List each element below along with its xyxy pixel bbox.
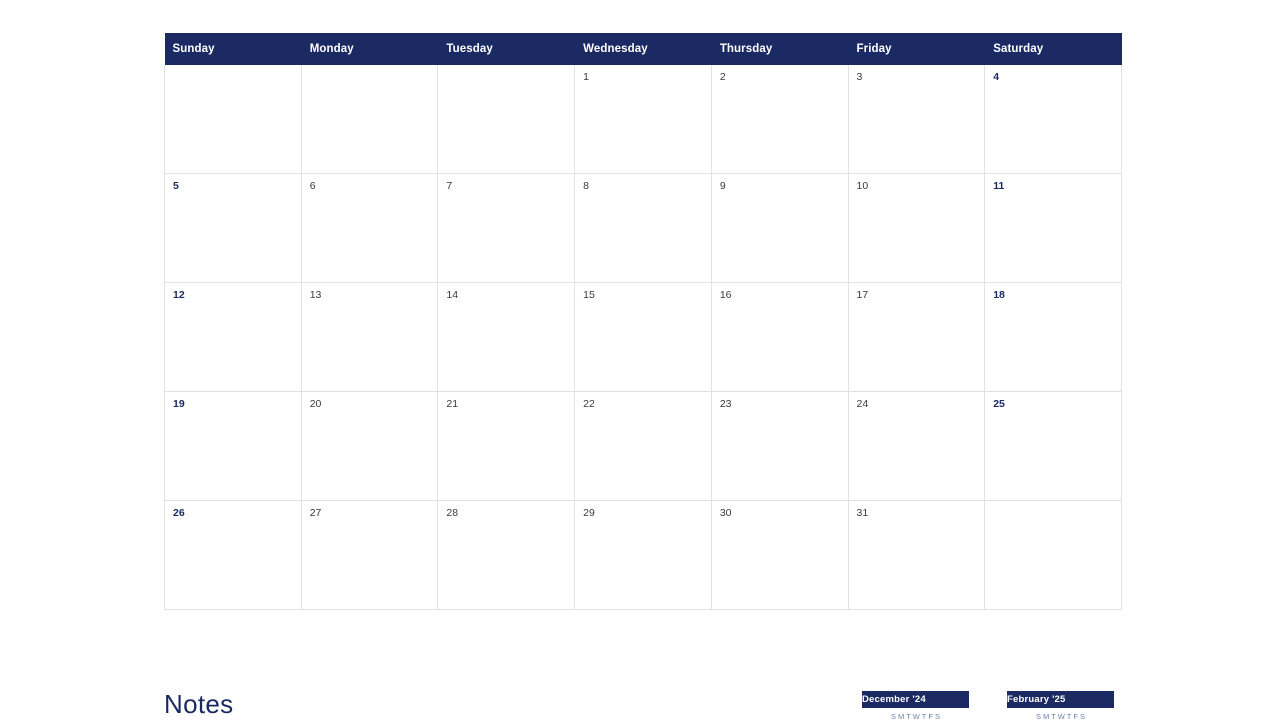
day-number: 4 xyxy=(993,71,1000,83)
calendar-day-cell[interactable] xyxy=(711,392,848,501)
calendar-day-cell[interactable] xyxy=(711,65,848,174)
calendar-day-cell[interactable] xyxy=(165,283,302,392)
calendar-week-row xyxy=(165,392,1122,501)
calendar-day-cell[interactable] xyxy=(848,392,985,501)
next-month-weekday-strip: S M T W T F S xyxy=(1035,712,1086,720)
day-number: 31 xyxy=(856,507,869,519)
day-number: 18 xyxy=(993,289,1005,301)
calendar-day-cell[interactable] xyxy=(711,283,848,392)
previous-month-weekday-strip: S M T W T F S xyxy=(890,712,941,720)
calendar-week-row xyxy=(165,65,1122,174)
day-number: 15 xyxy=(583,289,595,301)
calendar-header-row xyxy=(165,33,1122,65)
calendar-day-cell[interactable] xyxy=(985,65,1122,174)
day-number: 7 xyxy=(446,180,453,192)
calendar-day-cell[interactable] xyxy=(848,174,985,283)
day-number: 11 xyxy=(993,180,1005,192)
calendar-day-cell[interactable] xyxy=(438,174,575,283)
day-number: 9 xyxy=(719,180,726,192)
day-number: 10 xyxy=(856,180,869,192)
day-number: 16 xyxy=(719,289,732,301)
day-number: 6 xyxy=(309,180,316,192)
day-number: 26 xyxy=(173,507,185,519)
day-number: 8 xyxy=(583,180,589,192)
day-number: 17 xyxy=(856,289,869,301)
calendar-day-cell[interactable] xyxy=(301,392,438,501)
calendar-day-cell[interactable] xyxy=(575,283,712,392)
day-number: 13 xyxy=(309,289,322,301)
calendar-day-cell[interactable] xyxy=(711,174,848,283)
calendar-day-cell[interactable] xyxy=(985,283,1122,392)
day-number: 28 xyxy=(446,507,459,519)
calendar-body xyxy=(165,65,1122,610)
calendar-day-cell[interactable] xyxy=(438,283,575,392)
calendar-day-cell[interactable] xyxy=(301,174,438,283)
day-number: 27 xyxy=(309,507,322,519)
calendar-day-cell[interactable] xyxy=(848,283,985,392)
calendar-day-cell[interactable] xyxy=(575,174,712,283)
calendar-day-cell[interactable] xyxy=(301,283,438,392)
day-number: 23 xyxy=(719,398,732,410)
day-number: 3 xyxy=(856,71,863,83)
calendar-day-cell[interactable] xyxy=(985,501,1122,610)
calendar-day-cell[interactable] xyxy=(575,392,712,501)
weekday-header-sunday: Sunday xyxy=(165,33,302,65)
day-number: 20 xyxy=(309,398,322,410)
day-number: 29 xyxy=(583,507,595,519)
weekday-header-wednesday: Wednesday xyxy=(575,33,712,65)
weekday-header-friday: Friday xyxy=(848,33,985,65)
calendar-week-row xyxy=(165,174,1122,283)
calendar-grid xyxy=(164,33,1122,610)
calendar-day-cell[interactable] xyxy=(848,65,985,174)
calendar-day-cell[interactable] xyxy=(301,65,438,174)
calendar-day-cell[interactable] xyxy=(165,392,302,501)
day-number: 1 xyxy=(583,71,589,83)
calendar-day-cell[interactable] xyxy=(438,65,575,174)
calendar-day-cell[interactable] xyxy=(575,501,712,610)
calendar-day-cell[interactable] xyxy=(301,501,438,610)
day-number: 22 xyxy=(583,398,595,410)
calendar-day-cell[interactable] xyxy=(711,501,848,610)
calendar-day-cell[interactable] xyxy=(165,174,302,283)
day-number: 5 xyxy=(173,180,179,192)
weekday-header-monday: Monday xyxy=(301,33,438,65)
calendar-day-cell[interactable] xyxy=(438,501,575,610)
notes-heading: Notes xyxy=(164,689,234,719)
previous-month-button[interactable]: December '24 xyxy=(862,691,969,708)
next-month-button[interactable]: February '25 xyxy=(1007,691,1114,708)
day-number: 25 xyxy=(993,398,1005,410)
calendar-day-cell[interactable] xyxy=(165,65,302,174)
calendar-day-cell[interactable] xyxy=(438,392,575,501)
calendar-day-cell[interactable] xyxy=(848,501,985,610)
weekday-header-thursday: Thursday xyxy=(711,33,848,65)
day-number: 30 xyxy=(719,507,732,519)
weekday-header-tuesday: Tuesday xyxy=(438,33,575,65)
calendar-day-cell[interactable] xyxy=(575,65,712,174)
calendar-day-cell[interactable] xyxy=(165,501,302,610)
day-number: 24 xyxy=(856,398,869,410)
weekday-header-saturday: Saturday xyxy=(985,33,1122,65)
day-number: 19 xyxy=(173,398,185,410)
day-number: 21 xyxy=(446,398,459,410)
day-number: 12 xyxy=(173,289,185,301)
calendar-week-row xyxy=(165,283,1122,392)
day-number: 14 xyxy=(446,289,459,301)
calendar-day-cell[interactable] xyxy=(985,174,1122,283)
calendar-day-cell[interactable] xyxy=(985,392,1122,501)
calendar-week-row xyxy=(165,501,1122,610)
day-number: 2 xyxy=(719,71,726,83)
